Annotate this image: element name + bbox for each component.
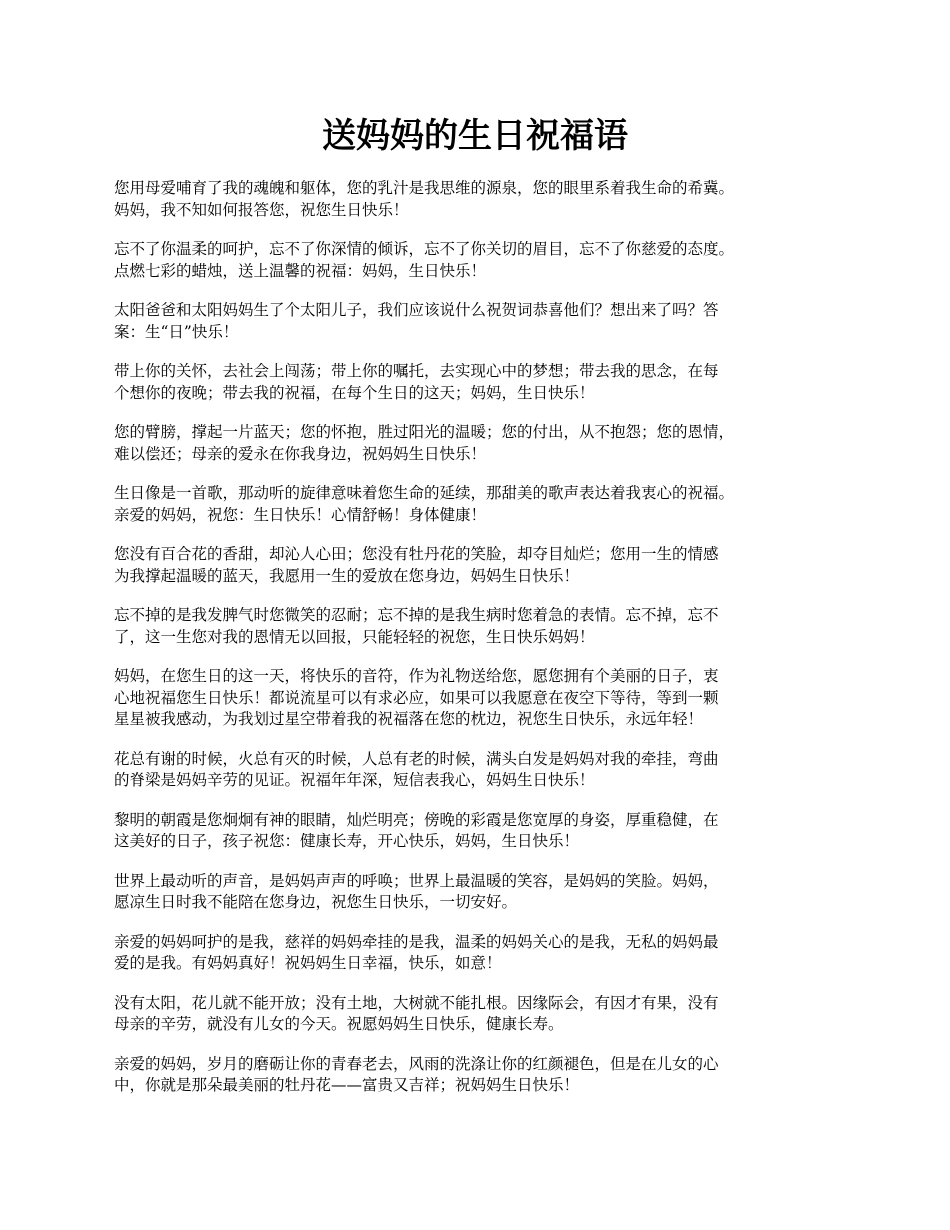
paragraph-15: 亲爱的妈妈，岁月的磨砺让你的青春老去，风雨的洗涤让你的红颜褪色，但是在儿女的心 中，你就是那朵最美丽的牡丹花——富贵又吉祥；祝妈妈生日快乐！ <box>114 1054 719 1094</box>
paragraph-8: 忘不掉的是我发脾气时您微笑的忍耐；忘不掉的是我生病时您着急的表情。忘不掉，忘不 了，这一生您对我的恩情无以回报，只能轻轻的祝您，生日快乐妈妈！ <box>114 606 719 646</box>
paragraph-2: 忘不了你温柔的呵护，忘不了你深情的倾诉，忘不了你关切的眉目，忘不了你慈爱的态度。 点燃七彩的蜡烛，送上温馨的祝福：妈妈，生日快乐！ <box>114 240 735 280</box>
document-body <box>114 178 856 1115</box>
paragraph-7: 您没有百合花的香甜，却沁人心田；您没有牡丹花的笑脸，却夺目灿烂；您用一生的情感 为我撑起温暖的蓝天，我愿用一生的爱放在您身边，妈妈生日快乐！ <box>114 545 719 585</box>
paragraph-13: 亲爱的妈妈呵护的是我，慈祥的妈妈牵挂的是我，温柔的妈妈关心的是我，无私的妈妈最 爱的是我。有妈妈真好！祝妈妈生日幸福，快乐，如意！ <box>114 932 719 972</box>
paragraph-1: 您用母爱哺育了我的魂魄和躯体，您的乳汁是我思维的源泉，您的眼里系着我生命的希冀。 妈妈，我不知如何报答您，祝您生日快乐！ <box>114 179 735 219</box>
paragraph-5: 您的臂膀，撑起一片蓝天；您的怀抱，胜过阳光的温暖；您的付出，从不抱怨；您的恩情， 难以偿还；母亲的爱永在你我身边，祝妈妈生日快乐！ <box>114 423 735 463</box>
paragraph-10: 花总有谢的时候，火总有灭的时候，人总有老的时候，满头白发是妈妈对我的牵挂，弯曲 的脊梁是妈妈辛劳的见证。祝福年年深，短信表我心，妈妈生日快乐！ <box>114 749 719 789</box>
paragraph-12: 世界上最动听的声音，是妈妈声声的呼唤；世界上最温暖的笑容，是妈妈的笑脸。妈妈， 愿凉生日时我不能陪在您身边，祝您生日快乐，一切安好。 <box>114 871 719 911</box>
paragraph-3: 太阳爸爸和太阳妈妈生了个太阳儿子，我们应该说什么祝贺词恭喜他们？想出来了吗？答 案：生“日”快乐！ <box>114 301 719 341</box>
paragraph-6: 生日像是一首歌，那动听的旋律意味着您生命的延续，那甜美的歌声表达着我衷心的祝福。 亲爱的妈妈，祝您：生日快乐！心情舒畅！身体健康！ <box>114 484 735 524</box>
page-title: 送妈妈的生日祝福语 <box>322 116 628 156</box>
paragraph-9: 妈妈，在您生日的这一天，将快乐的音符，作为礼物送给您，愿您拥有个美丽的日子，衷 心地祝福您生日快乐！都说流星可以有求必应，如果可以我愿意在夜空下等待，等到一颗 星星被我感动，为我划过星空带着我的祝福落在您的枕边，祝您生日快乐，永远年轻！ <box>114 667 719 728</box>
paragraph-4: 带上你的关怀，去社会上闯荡；带上你的嘱托，去实现心中的梦想；带去我的思念，在每 个想你的夜晚；带去我的祝福，在每个生日的这天；妈妈，生日快乐！ <box>114 362 719 402</box>
paragraph-11: 黎明的朝霞是您炯炯有神的眼睛，灿烂明亮；傍晚的彩霞是您宽厚的身姿，厚重稳健，在 这美好的日子，孩子祝您：健康长寿，开心快乐，妈妈，生日快乐！ <box>114 810 719 850</box>
paragraph-14: 没有太阳，花儿就不能开放；没有土地，大树就不能扎根。因缘际会，有因才有果，没有 母亲的辛劳，就没有儿女的今天。祝愿妈妈生日快乐，健康长寿。 <box>114 993 719 1033</box>
